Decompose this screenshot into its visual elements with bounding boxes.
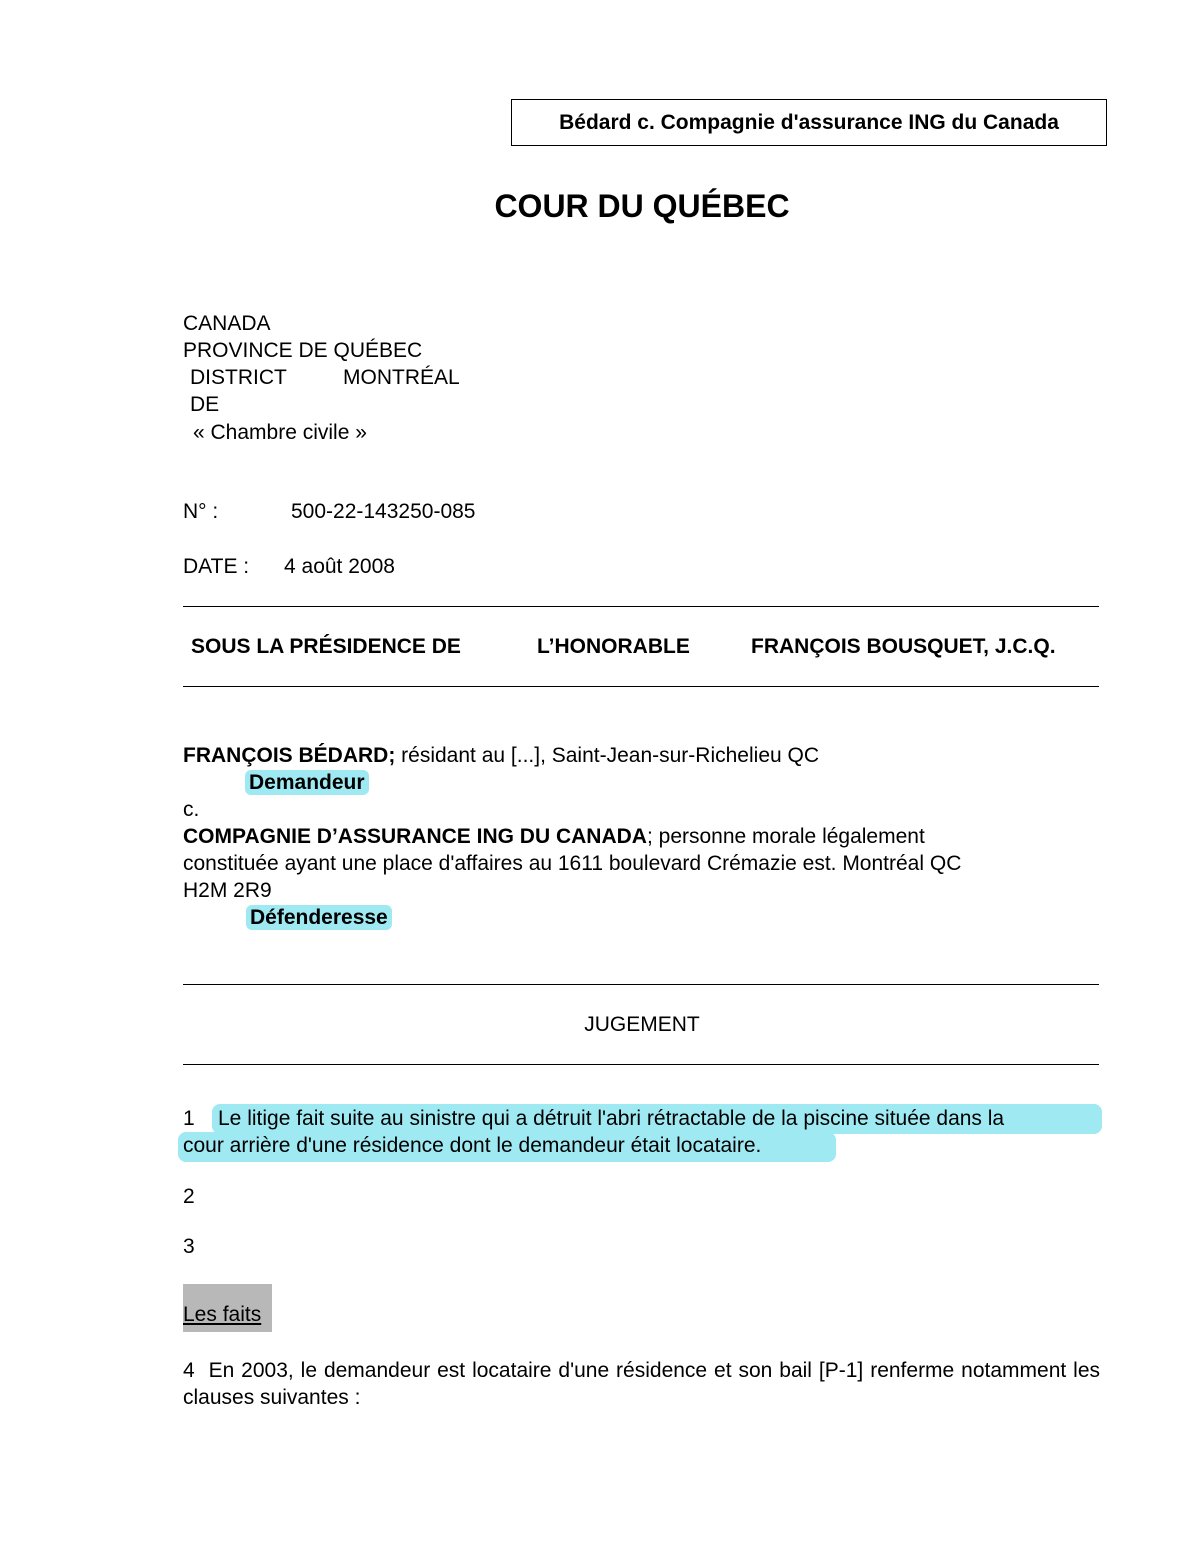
defendant-line-2: constituée ayant une place d'affaires au 1611 boulevard Crémazie est. Montréal QC	[183, 852, 962, 875]
defendant-line-3: H2M 2R9	[183, 879, 272, 902]
presidence-label: SOUS LA PRÉSIDENCE DE	[191, 635, 461, 658]
plaintiff-role: Demandeur	[245, 770, 369, 795]
file-number-value: 500-22-143250-085	[291, 500, 476, 523]
divider	[183, 606, 1099, 607]
defendant-role-line	[246, 904, 392, 931]
court-title: COUR DU QUÉBEC	[494, 188, 790, 224]
para4-text: En 2003, le demandeur est locataire d'une résidence et son bail [P-1] renferme notamment les clauses suivantes :	[183, 1359, 1100, 1409]
date-value: 4 août 2008	[284, 555, 395, 578]
para4-number: 4	[183, 1359, 195, 1382]
para2-number: 2	[183, 1185, 195, 1208]
defendant-name: COMPAGNIE D’ASSURANCE ING DU CANADA	[183, 825, 647, 848]
case-title-box: Bédard c. Compagnie d'assurance ING du Canada	[511, 99, 1107, 146]
date-label: DATE :	[183, 555, 250, 578]
province-label: PROVINCE DE QUÉBEC	[183, 339, 423, 362]
divider	[183, 686, 1099, 687]
para1-line2: cour arrière d'une résidence dont le demandeur était locataire.	[183, 1134, 762, 1157]
divider	[183, 984, 1099, 985]
country-label: CANADA	[183, 312, 271, 335]
para3-number: 3	[183, 1235, 195, 1258]
district-label: DISTRICT	[190, 366, 287, 389]
plaintiff-name: FRANÇOIS BÉDARD;	[183, 744, 396, 767]
para4	[183, 1357, 1100, 1411]
file-number-label: N° :	[183, 500, 219, 523]
judge-name: FRANÇOIS BOUSQUET, J.C.Q.	[751, 635, 1056, 658]
versus-label: c.	[183, 798, 200, 821]
plaintiff-line	[183, 742, 819, 769]
defendant-role: Défenderesse	[246, 905, 392, 930]
judgment-title: JUGEMENT	[584, 1013, 700, 1036]
district-label-de: DE	[190, 393, 220, 416]
para1-line1: Le litige fait suite au sinistre qui a détruit l'abri rétractable de la piscine située dans la	[218, 1107, 1005, 1130]
district-value: MONTRÉAL	[343, 366, 460, 389]
plaintiff-address: résidant au [...], Saint-Jean-sur-Richelieu QC	[395, 744, 820, 767]
defendant-description: ; personne morale légalement	[646, 825, 925, 848]
plaintiff-role-line	[245, 769, 369, 796]
divider	[183, 1064, 1099, 1065]
defendant-line-1	[183, 823, 925, 850]
presidence-title: L’HONORABLE	[537, 635, 690, 658]
para1-number: 1	[183, 1107, 195, 1130]
chamber-label: « Chambre civile »	[193, 421, 367, 444]
section-heading-faits: Les faits	[183, 1303, 262, 1326]
